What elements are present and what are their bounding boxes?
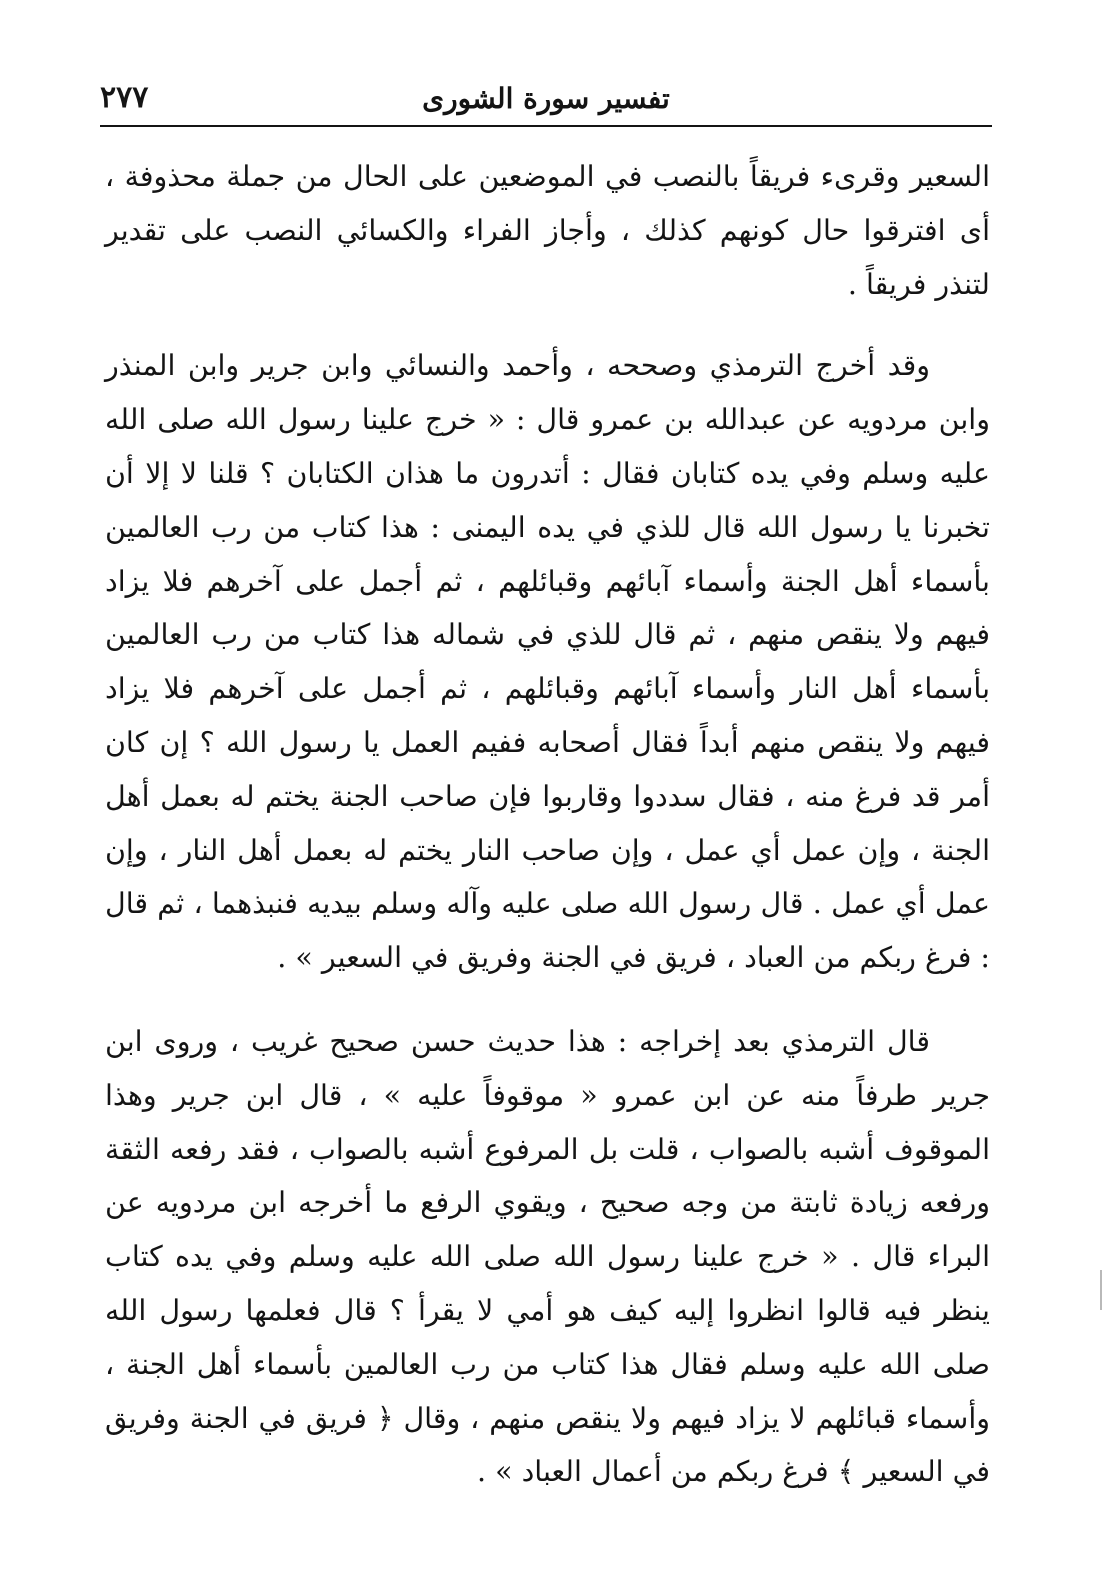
page-number: ٢٧٧ [100,80,149,115]
paragraph-3: قال الترمذي بعد إخراجه : هذا حديث حسن صحيح غريب ، وروى ابن جرير طرفاً منه عن ابن عمرو « موقوفاً عليه » ، قال ابن جرير وهذا الموقوف أشبه بالصواب ، قلت بل المرفوع أشبه بالصواب ، فقد رفعه الثقة ورفعه زيادة ثابتة من وجه صحيح ، ويقوي الرفع ما أخرجه ابن مردويه عن البراء قال . « خرج علينا رسول الله صلى الله عليه وسلم وفي يده كتاب ينظر فيه قالوا انظروا إليه كيف هو أمي لا يقرأ ؟ قال فعلمها رسول الله صلى الله عليه وسلم فقال هذا كتاب من رب العالمين بأسماء أهل الجنة ، وأسماء قبائلهم لا يزاد فيهم ولا ينقص منهم ، وقال ﴿ فريق في الجنة وفريق في السعير ﴾ فرغ ربكم من أعمال العباد » . [105,1024,990,1489]
running-title: تفسير سورة الشورى [422,82,670,115]
paragraph-1: السعير وقرىء فريقاً بالنصب في الموضعين على الحال من جملة محذوفة ، أى افترقوا حال كونهم كذلك ، وأجاز الفراء والكسائي النصب على تقدير لتنذر فريقاً . [105,160,990,301]
paragraph-2: وقد أخرج الترمذي وصححه ، وأحمد والنسائي وابن جرير وابن المنذر وابن مردويه عن عبدالله بن عمرو قال : « خرج علينا رسول الله صلى الله عليه وسلم وفي يده كتابان فقال : أتدرون ما هذان الكتابان ؟ قلنا لا إلا أن تخبرنا يا رسول الله قال للذي في يده اليمنى : هذا كتاب من رب العالمين بأسماء أهل الجنة وأسماء آبائهم وقبائلهم ، ثم أجمل على آخرهم فلا يزاد فيهم ولا ينقص منهم ، ثم قال للذي في شماله هذا كتاب من رب العالمين بأسماء أهل النار وأسماء آبائهم وقبائلهم ، ثم أجمل على آخرهم فلا يزاد فيهم ولا ينقص منهم أبداً فقال أصحابه ففيم العمل يا رسول الله ؟ إن كان أمر قد فرغ منه ، فقال سددوا وقاربوا فإن صاحب الجنة يختم له بعمل أهل الجنة ، وإن عمل أي عمل ، وإن صاحب النار يختم له بعمل أهل النار ، وإن عمل أي عمل . قال رسول الله صلى عليه وآله وسلم بيديه فنبذهما ، ثم قال : فرغ ربكم من العباد ، فريق في الجنة وفريق في السعير » . [105,349,990,975]
scan-edge-mark [1100,1270,1102,1310]
body-text [105,150,990,1499]
header-rule [100,125,992,127]
page-header [100,78,992,128]
